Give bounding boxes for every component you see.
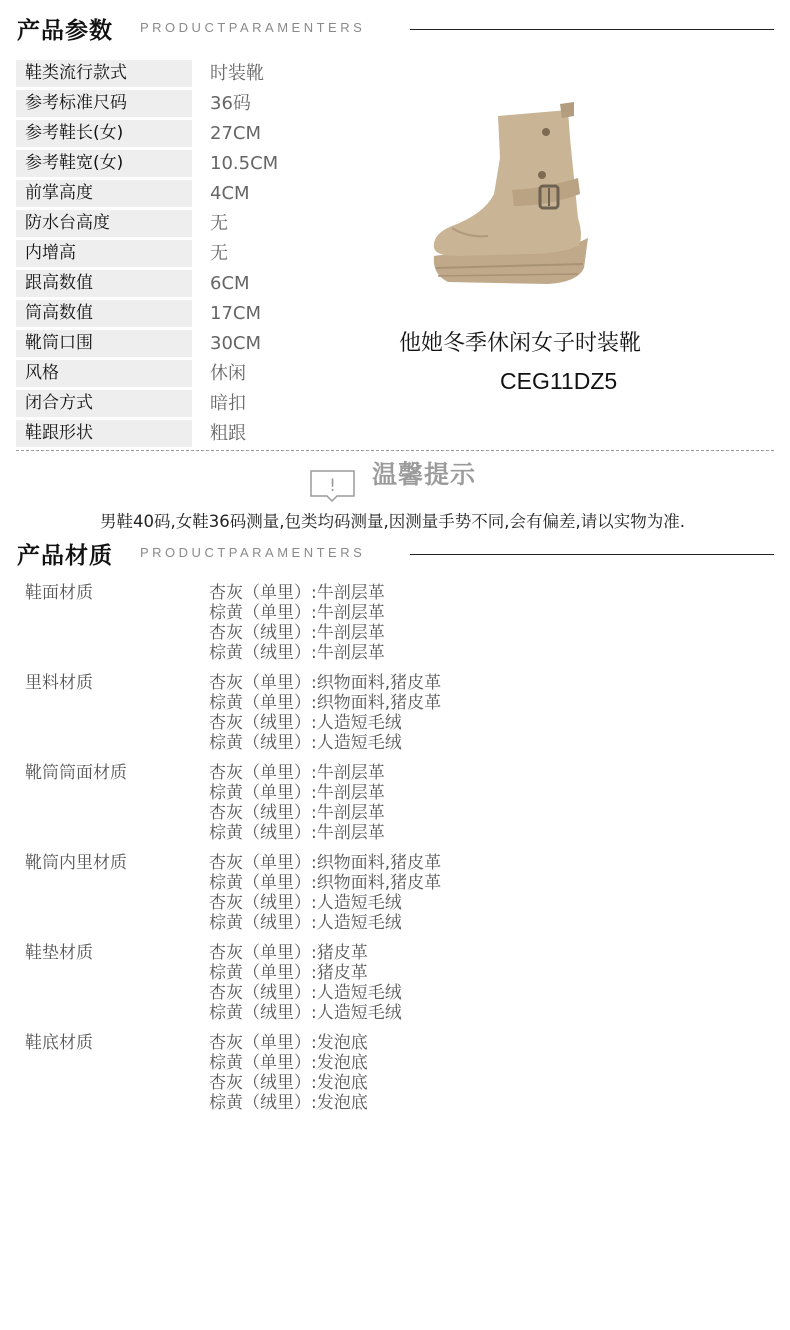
params-section-title: 产品参数: [17, 18, 113, 44]
spec-row: [16, 300, 396, 330]
material-value: 杏灰（单里）:猪皮革: [209, 943, 368, 963]
material-value: 棕黄（单里）:牛剖层革: [209, 783, 385, 803]
params-section-header: [0, 6, 790, 46]
spec-value: 时装靴: [210, 63, 264, 84]
spec-row: [16, 270, 396, 300]
spec-row: [16, 240, 396, 270]
spec-row: [16, 60, 396, 90]
spec-label: 风格: [16, 360, 192, 387]
material-value: 棕黄（单里）:织物面料,猪皮革: [209, 693, 442, 713]
material-value: 杏灰（绒里）:发泡底: [209, 1073, 368, 1093]
material-values: [209, 763, 776, 843]
materials-section-title: 产品材质: [17, 543, 113, 569]
spec-row: [16, 150, 396, 180]
material-group: [16, 943, 776, 1023]
material-label: 靴筒筒面材质: [25, 763, 127, 783]
material-group: [16, 673, 776, 753]
material-value: 杏灰（单里）:发泡底: [209, 1033, 368, 1053]
material-value: 棕黄（单里）:发泡底: [209, 1053, 368, 1073]
material-values: [209, 853, 776, 933]
materials-table: [16, 583, 776, 1123]
tip-text: 男鞋40码,女鞋36码测量,包类均码测量,因测量手势不同,会有偏差,请以实物为准.: [100, 512, 685, 531]
spec-label: 鞋跟形状: [16, 420, 192, 447]
material-value: 棕黄（绒里）:牛剖层革: [209, 823, 385, 843]
params-section-subtitle: PRODUCTPARAMENTERS: [140, 20, 366, 35]
spec-value: 10.5CM: [210, 153, 279, 174]
spec-label: 参考鞋长(女): [16, 120, 192, 147]
material-value: 棕黄（绒里）:人造短毛绒: [209, 1003, 402, 1023]
product-name: 他她冬季休闲女子时装靴: [399, 331, 642, 356]
spec-label: 闭合方式: [16, 390, 192, 417]
spec-value: 30CM: [210, 333, 262, 354]
spec-row: [16, 390, 396, 420]
material-label: 靴筒内里材质: [25, 853, 127, 873]
materials-section-subtitle: PRODUCTPARAMENTERS: [140, 545, 366, 560]
speech-bubble-alert-icon: [310, 470, 355, 502]
spec-value: 36码: [210, 93, 251, 114]
spec-value: 17CM: [210, 303, 262, 324]
material-value: 杏灰（绒里）:牛剖层革: [209, 803, 385, 823]
material-value: 杏灰（绒里）:人造短毛绒: [209, 893, 402, 913]
boot-product-image: [428, 98, 598, 293]
material-values: [209, 1033, 776, 1113]
spec-row: [16, 90, 396, 120]
material-group: [16, 583, 776, 663]
material-value: 杏灰（单里）:牛剖层革: [209, 763, 385, 783]
spec-label: 参考鞋宽(女): [16, 150, 192, 177]
header-rule: [410, 29, 774, 30]
spec-label: 鞋类流行款式: [16, 60, 192, 87]
spec-label: 参考标准尺码: [16, 90, 192, 117]
spec-value: 6CM: [210, 273, 250, 294]
spec-label: 跟高数值: [16, 270, 192, 297]
spec-value: 4CM: [210, 183, 250, 204]
spec-value: 无: [210, 213, 228, 234]
material-value: 杏灰（绒里）:人造短毛绒: [209, 713, 402, 733]
materials-section-header: [0, 531, 790, 571]
spec-label: 内增高: [16, 240, 192, 267]
material-value: 棕黄（单里）:猪皮革: [209, 963, 368, 983]
material-group: [16, 1033, 776, 1113]
material-value: 棕黄（绒里）:人造短毛绒: [209, 913, 402, 933]
material-group: [16, 853, 776, 933]
spec-label: 筒高数值: [16, 300, 192, 327]
spec-value: 休闲: [210, 363, 246, 384]
material-group: [16, 763, 776, 843]
spec-table: [16, 60, 396, 450]
spec-row: [16, 330, 396, 360]
material-label: 鞋底材质: [25, 1033, 93, 1053]
spec-row: [16, 420, 396, 450]
material-value: 杏灰（单里）:织物面料,猪皮革: [209, 673, 442, 693]
material-label: 鞋面材质: [25, 583, 93, 603]
material-label: 里料材质: [25, 673, 93, 693]
spec-label: 防水台高度: [16, 210, 192, 237]
spec-row: [16, 180, 396, 210]
spec-row: [16, 360, 396, 390]
material-values: [209, 943, 776, 1023]
header-rule: [410, 554, 774, 555]
material-value: 杏灰（单里）:牛剖层革: [209, 583, 385, 603]
spec-value: 暗扣: [210, 393, 246, 414]
material-value: 棕黄（绒里）:发泡底: [209, 1093, 368, 1113]
product-code: CEG11DZ5: [500, 368, 618, 394]
material-label: 鞋垫材质: [25, 943, 93, 963]
spec-value: 粗跟: [210, 423, 246, 444]
tip-icon-glyph: !: [329, 476, 336, 496]
spec-row: [16, 210, 396, 240]
tip-title: 温馨提示: [372, 460, 477, 489]
spec-value: 27CM: [210, 123, 262, 144]
material-value: 杏灰（单里）:织物面料,猪皮革: [209, 853, 442, 873]
material-values: [209, 673, 776, 753]
dashed-divider: [16, 450, 774, 451]
material-value: 棕黄（单里）:织物面料,猪皮革: [209, 873, 442, 893]
spec-value: 无: [210, 243, 228, 264]
material-value: 棕黄（绒里）:人造短毛绒: [209, 733, 402, 753]
material-value: 棕黄（单里）:牛剖层革: [209, 603, 385, 623]
material-value: 杏灰（绒里）:人造短毛绒: [209, 983, 402, 1003]
spec-label: 靴筒口围: [16, 330, 192, 357]
material-value: 棕黄（绒里）:牛剖层革: [209, 643, 385, 663]
material-values: [209, 583, 776, 663]
spec-row: [16, 120, 396, 150]
material-value: 杏灰（绒里）:牛剖层革: [209, 623, 385, 643]
spec-label: 前掌高度: [16, 180, 192, 207]
